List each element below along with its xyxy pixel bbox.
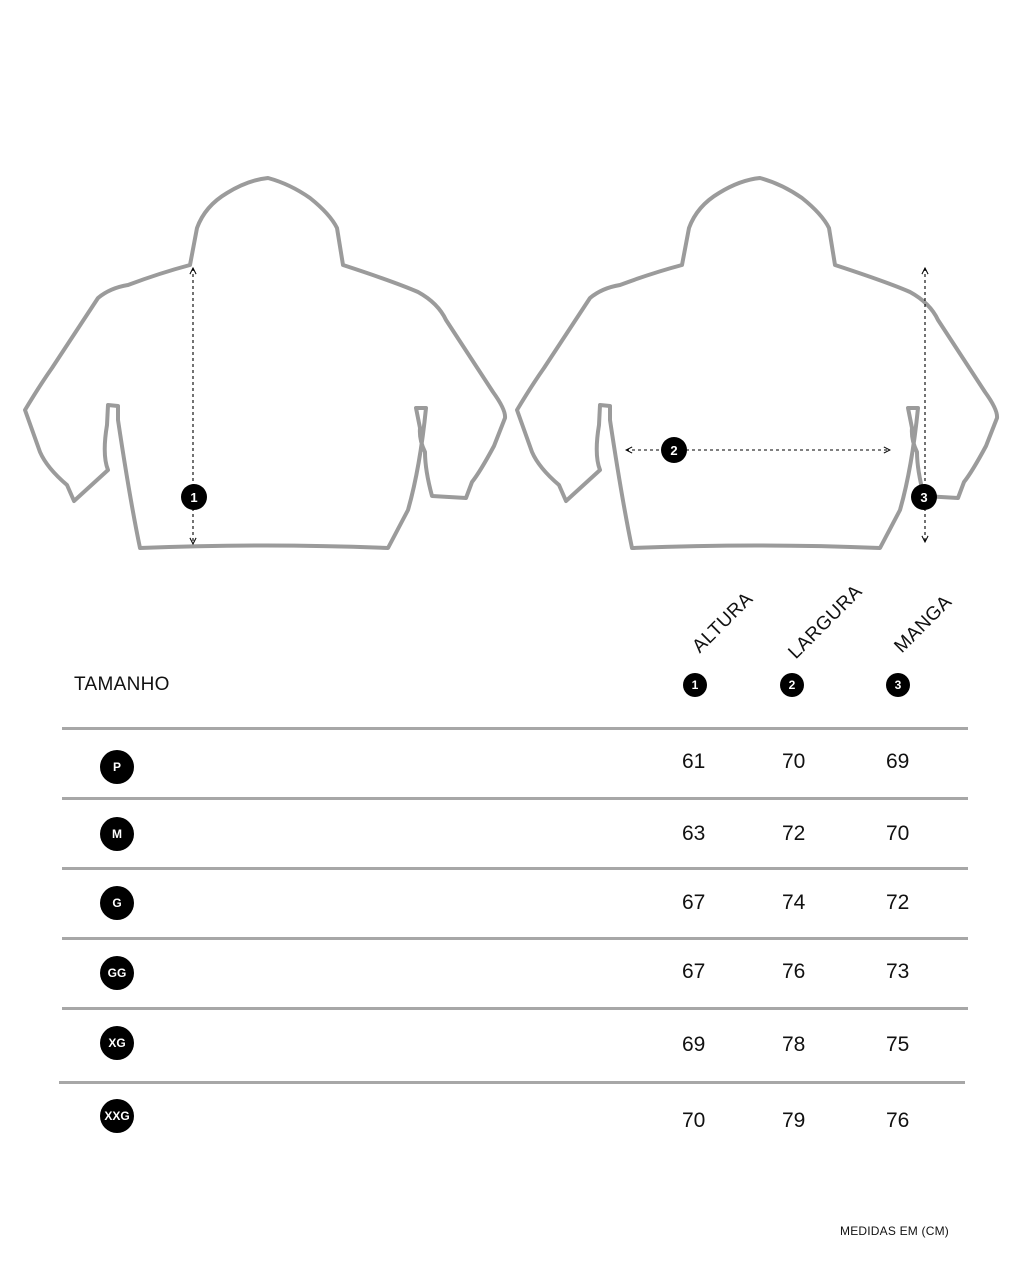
- size-badge: [100, 817, 134, 851]
- manga-marker-badge: [911, 484, 937, 510]
- manga-value: 69: [886, 750, 910, 773]
- largura-marker-label: 2: [670, 442, 678, 458]
- largura-value: 74: [782, 891, 806, 914]
- unit-note: MEDIDAS EM (CM): [840, 1224, 949, 1238]
- altura-column-title: ALTURA: [688, 588, 758, 658]
- altura-marker-badge: [181, 484, 207, 510]
- largura-value: 72: [782, 822, 806, 845]
- size-badge: [100, 750, 134, 784]
- size-badge: [100, 956, 134, 990]
- altura-value: 61: [682, 750, 706, 773]
- altura-value: 67: [682, 960, 706, 983]
- table-divider: [59, 1081, 965, 1084]
- hoodie-left-outline: [25, 178, 505, 548]
- manga-marker-label: 3: [920, 489, 928, 505]
- hoodie-measurement-diagram: [0, 0, 1024, 580]
- largura-value: 76: [782, 960, 806, 983]
- altura-value: 67: [682, 891, 706, 914]
- size-label: GG: [107, 966, 127, 980]
- largura-column-title: LARGURA: [784, 581, 867, 664]
- largura-marker-badge: [661, 437, 687, 463]
- manga-header-badge-label: 3: [894, 678, 902, 692]
- hoodie-front-illustration: [25, 178, 505, 548]
- size-badge: [100, 886, 134, 920]
- manga-value: 75: [886, 1033, 910, 1056]
- size-label: XG: [108, 1036, 126, 1050]
- largura-value: 70: [782, 750, 806, 773]
- size-badge: [100, 1099, 134, 1133]
- table-divider: [62, 1007, 968, 1010]
- altura-value: 70: [682, 1109, 706, 1132]
- table-divider: [62, 867, 968, 870]
- manga-value: 70: [886, 822, 910, 845]
- altura-marker-label: 1: [190, 489, 198, 505]
- manga-column-title: MANGA: [890, 591, 957, 658]
- size-label: P: [112, 760, 121, 774]
- size-label: G: [112, 896, 122, 910]
- largura-header-badge: [780, 673, 804, 697]
- size-label: M: [112, 827, 122, 841]
- size-badge: [100, 1026, 134, 1060]
- largura-header-badge-label: 2: [788, 678, 796, 692]
- altura-header-badge-label: 1: [691, 678, 699, 692]
- largura-value: 78: [782, 1033, 806, 1056]
- manga-value: 72: [886, 891, 910, 914]
- table-divider: [62, 797, 968, 800]
- manga-header-badge: [886, 673, 910, 697]
- table-divider: [62, 727, 968, 730]
- manga-value: 76: [886, 1109, 910, 1132]
- size-column-heading: TAMANHO: [74, 674, 170, 695]
- largura-value: 79: [782, 1109, 806, 1132]
- table-divider: [62, 937, 968, 940]
- altura-value: 63: [682, 822, 706, 845]
- manga-value: 73: [886, 960, 910, 983]
- altura-header-badge: [683, 673, 707, 697]
- size-label: XXG: [104, 1109, 130, 1123]
- altura-value: 69: [682, 1033, 706, 1056]
